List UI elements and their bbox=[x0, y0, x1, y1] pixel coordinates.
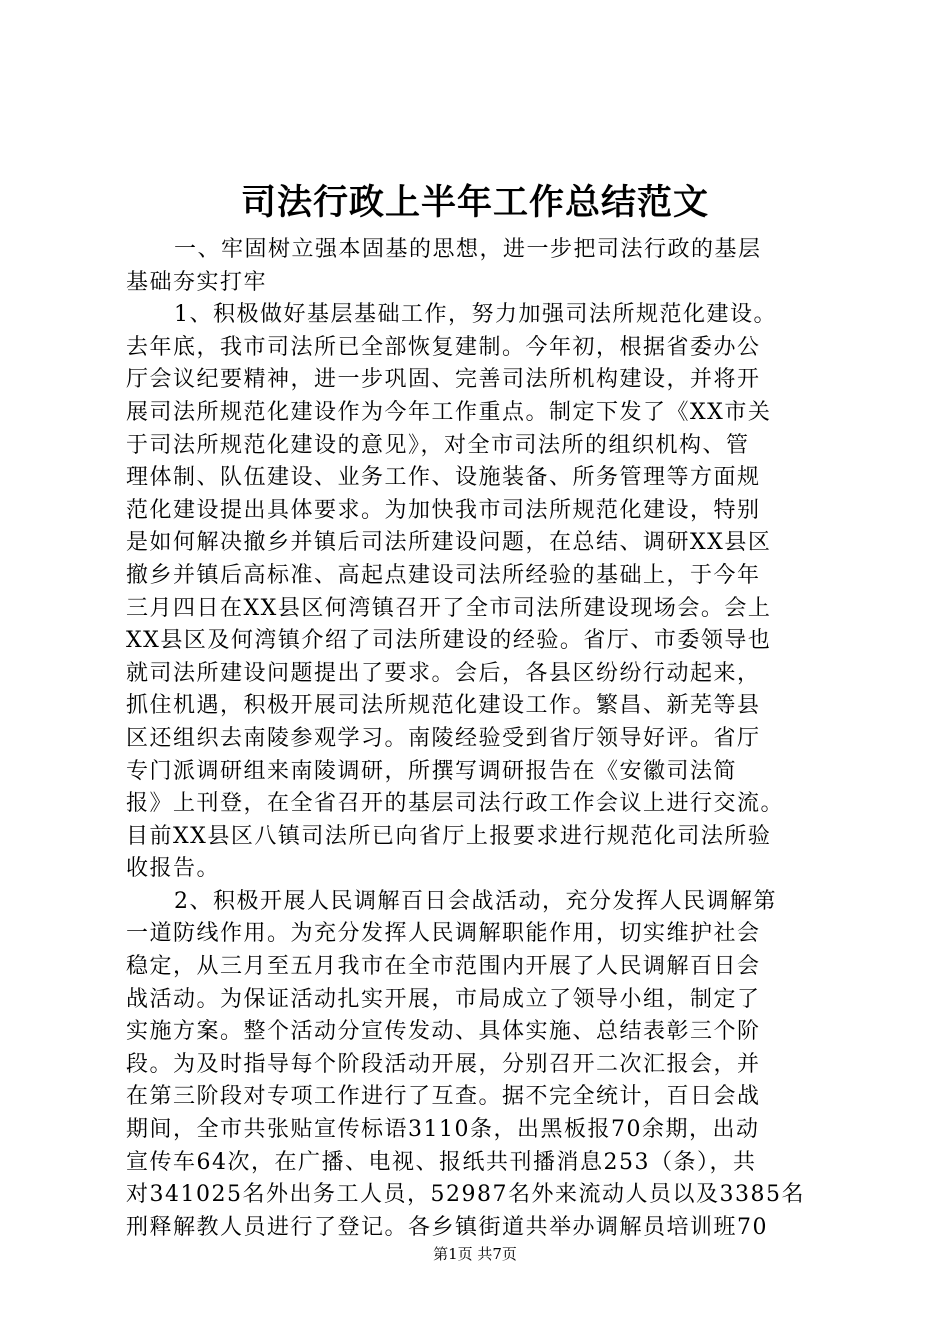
paragraph-1-line: 收报告。 bbox=[126, 856, 221, 882]
page-footer: 第1页 共7页 bbox=[433, 1245, 517, 1263]
paragraph-1-line: 抓住机遇，积极开展司法所规范化建设工作。繁昌、新芜等县 bbox=[126, 693, 761, 719]
paragraph-1-line: 专门派调研组来南陵调研，所撰写调研报告在《安徽司法简 bbox=[126, 758, 738, 784]
paragraph-2-line: 实施方案。整个活动分宣传发动、具体实施、总结表彰三个阶 bbox=[126, 1019, 761, 1045]
paragraph-1-line: 1、积极做好基层基础工作，努力加强司法所规范化建设。 bbox=[174, 302, 777, 328]
paragraph-2-line: 战活动。为保证活动扎实开展，市局成立了领导小组，制定了 bbox=[126, 986, 761, 1012]
paragraph-1-line: 撤乡并镇后高标准、高起点建设司法所经验的基础上，于今年 bbox=[126, 562, 761, 588]
paragraph-2-line: 在第三阶段对专项工作进行了互查。据不完全统计，百日会战 bbox=[126, 1084, 761, 1110]
paragraph-1-line: 是如何解决撤乡并镇后司法所建设问题，在总结、调研XX县区 bbox=[126, 530, 772, 556]
document-title: 司法行政上半年工作总结范文 bbox=[240, 183, 709, 223]
paragraph-1-line: 去年底，我市司法所已全部恢复建制。今年初，根据省委办公 bbox=[126, 334, 761, 360]
paragraph-1-line: 区还组织去南陵参观学习。南陵经验受到省厅领导好评。省厅 bbox=[126, 725, 761, 751]
paragraph-2-line: 一道防线作用。为充分发挥人民调解职能作用，切实维护社会 bbox=[126, 921, 761, 947]
paragraph-1-line: 理体制、队伍建设、业务工作、设施装备、所务管理等方面规 bbox=[126, 465, 761, 491]
paragraph-1-line: 厅会议纪要精神，进一步巩固、完善司法所机构建设，并将开 bbox=[126, 367, 761, 393]
heading-section-1-line-2: 基础夯实打牢 bbox=[126, 269, 268, 295]
paragraph-1-line: 于司法所规范化建设的意见》，对全市司法所的组织机构、管 bbox=[126, 432, 750, 458]
paragraph-2-line: 刑释解教人员进行了登记。各乡镇街道共举办调解员培训班70 bbox=[126, 1214, 768, 1240]
paragraph-1-line: 就司法所建设问题提出了要求。会后，各县区纷纷行动起来， bbox=[126, 660, 761, 686]
paragraph-1-line: 范化建设提出具体要求。为加快我市司法所规范化建设，特别 bbox=[126, 497, 761, 523]
paragraph-1-line: 目前XX县区八镇司法所已向省厅上报要求进行规范化司法所验 bbox=[126, 823, 772, 849]
paragraph-2-line: 宣传车64次，在广播、电视、报纸共刊播消息253（条），共 bbox=[126, 1149, 757, 1175]
paragraph-1-line: 报》上刊登，在全省召开的基层司法行政工作会议上进行交流。 bbox=[126, 791, 785, 817]
paragraph-2-line: 2、积极开展人民调解百日会战活动，充分发挥人民调解第 bbox=[174, 888, 777, 914]
paragraph-2-line: 段。为及时指导每个阶段活动开展，分别召开二次汇报会，并 bbox=[126, 1051, 761, 1077]
paragraph-2-line: 稳定，从三月至五月我市在全市范围内开展了人民调解百日会 bbox=[126, 954, 761, 980]
heading-section-1-line-1: 一、牢固树立强本固基的思想，进一步把司法行政的基层 bbox=[174, 237, 762, 262]
paragraph-2-line: 对341025名外出务工人员，52987名外来流动人员以及3385名 bbox=[126, 1182, 805, 1208]
paragraph-1-line: 三月四日在XX县区何湾镇召开了全市司法所建设现场会。会上 bbox=[126, 595, 772, 621]
paragraph-1-line: 展司法所规范化建设作为今年工作重点。制定下发了《XX市关 bbox=[126, 399, 772, 425]
paragraph-2-line: 期间，全市共张贴宣传标语3110条，出黑板报70余期，出动 bbox=[126, 1117, 760, 1143]
document-body bbox=[126, 234, 838, 1244]
paragraph-1-line: XX县区及何湾镇介绍了司法所建设的经验。省厅、市委领导也 bbox=[126, 628, 772, 654]
